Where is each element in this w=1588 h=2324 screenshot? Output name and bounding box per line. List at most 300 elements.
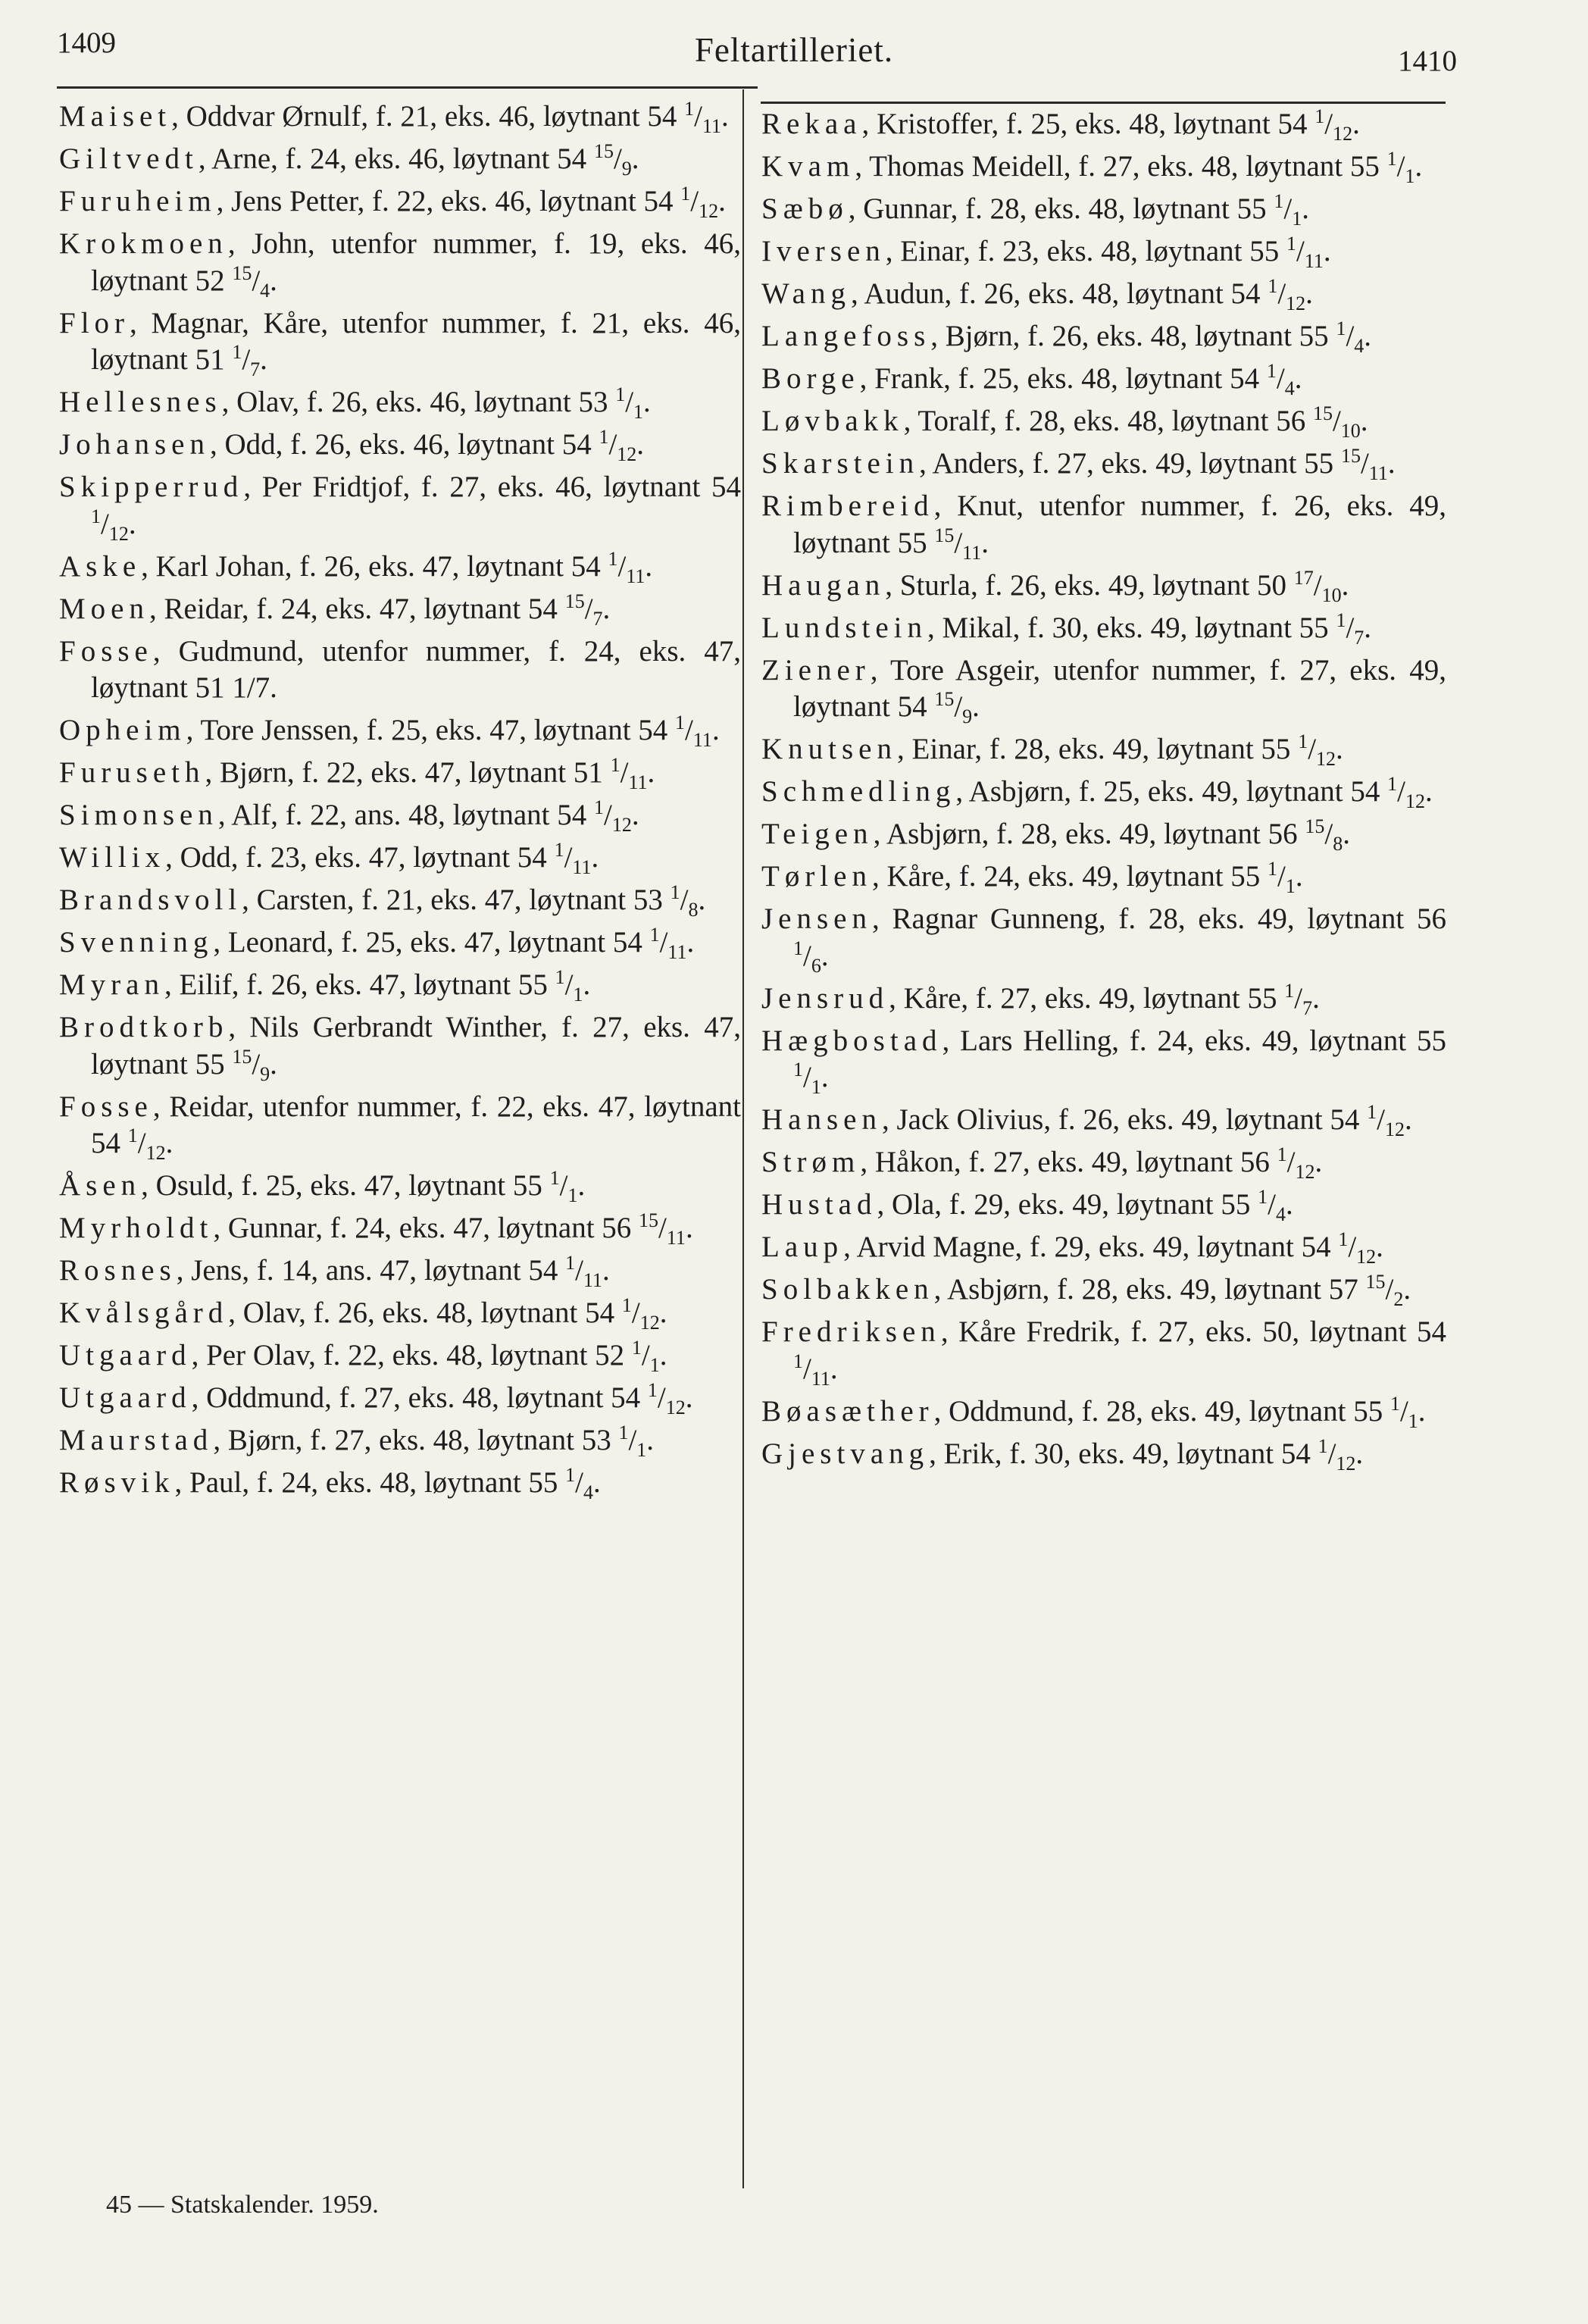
date-month: 1 (1405, 164, 1415, 187)
entry-surname: Furuheim (59, 185, 217, 217)
date-day: 1 (549, 1167, 560, 1189)
date-month: 12 (1286, 292, 1306, 314)
entry-end: . (721, 100, 729, 133)
entry-end: . (686, 926, 695, 959)
entry-surname: Hansen (761, 1103, 882, 1136)
entry-surname: Rekaa (761, 108, 862, 140)
date-month: 10 (1321, 583, 1342, 606)
date-month: 11 (572, 855, 592, 878)
date-day: 1 (670, 881, 680, 903)
entry-end: . (821, 1061, 829, 1093)
date-month: 9 (621, 157, 632, 180)
entry-surname: Iversen (761, 235, 886, 267)
entry-details: , Oddmund, f. 28, eks. 49, løytnant 55 (933, 1394, 1390, 1428)
entry-end: . (583, 968, 591, 1001)
date-month: 9 (260, 1062, 270, 1085)
date-day: 15 (1305, 815, 1325, 837)
entry-details: , Ragnar Gunneng, f. 28, eks. 49, løytnant 56 (871, 902, 1446, 935)
date-month: 11 (628, 771, 648, 793)
roster-entry: Schmedling, Asbjørn, f. 25, eks. 49, løytnant 54 $^1/_{12}$. (761, 773, 1433, 812)
roster-entry: Løvbakk, Toralf, f. 28, eks. 48, løytnant 56 $^{15}/_{10}$. (761, 402, 1368, 442)
date-month: 11 (1304, 249, 1324, 272)
page-number-left: 1409 (57, 27, 116, 59)
entry-surname: Myran (59, 968, 164, 1001)
header-rule-right (761, 102, 1446, 104)
entry-details: , Håkon, f. 27, eks. 49, løytnant 56 (860, 1146, 1277, 1178)
roster-entry: Hustad, Ola, f. 29, eks. 49, løytnant 55 $^1/_4$. (761, 1186, 1293, 1225)
date-day: 15 (1340, 445, 1361, 467)
roster-entry: Hægbostad, Lars Helling, f. 24, eks. 49, løytnant 55 $^1/_1$. (761, 1024, 1446, 1098)
entry-end: . (1295, 860, 1303, 893)
date-day: 1 (615, 383, 626, 405)
entry-end: . (591, 841, 599, 874)
roster-entry: Rekaa, Kristoffer, f. 25, eks. 48, løytnant 54 $^1/_{12}$. (761, 105, 1360, 145)
entry-details: , Eilif, f. 26, eks. 47, løytnant 55 (164, 968, 555, 1001)
entry-end: . (1285, 1188, 1293, 1221)
date-month: 1 (567, 1184, 578, 1206)
entry-surname: Rosnes (59, 1254, 177, 1287)
date-day: 1 (618, 1422, 629, 1444)
entry-end: . (636, 428, 645, 461)
entry-details: , Gudmund, utenfor nummer, f. 24, eks. 47, løytnant 51 1/7. (91, 634, 741, 704)
entry-details: , Bjørn, f. 22, eks. 47, løytnant 51 (205, 756, 611, 789)
entry-end: . (1424, 775, 1433, 808)
entry-details: , Knut, utenfor nummer, f. 26, eks. 49, løytnant 55 (793, 490, 1446, 559)
date-month: 12 (699, 199, 719, 222)
entry-surname: Furuseth (59, 756, 205, 789)
entry-end: . (631, 799, 639, 831)
date-month: 8 (688, 898, 699, 921)
header-rule-left (57, 86, 758, 89)
entry-end: . (602, 1254, 610, 1287)
date-day: 1 (1387, 773, 1398, 795)
date-month: 12 (1336, 1452, 1356, 1475)
entry-details: , Arvid Magne, f. 29, eks. 49, løytnant 54 (843, 1231, 1339, 1263)
roster-entry: Jensen, Ragnar Gunneng, f. 28, eks. 49, løytnant 56 $^1/_6$. (761, 902, 1446, 977)
roster-entry: Rimbereid, Knut, utenfor nummer, f. 26, eks. 49, løytnant 55 $^{15}/_{11}$. (761, 490, 1446, 564)
entry-end: . (718, 185, 726, 217)
roster-entry: Sæbø, Gunnar, f. 28, eks. 48, løytnant 55 $^1/_1$. (761, 190, 1309, 230)
entry-details: , Jens Petter, f. 22, eks. 46, løytnant 54 (216, 185, 681, 217)
entry-details: , Karl Johan, f. 26, eks. 47, løytnant 54 (141, 549, 608, 583)
roster-entry: Haugan, Sturla, f. 26, eks. 49, løytnant 50 $^{17}/_{10}$. (761, 566, 1349, 606)
entry-surname: Tørlen (761, 860, 872, 893)
roster-entry: Myran, Eilif, f. 26, eks. 47, løytnant 55 $^1/_1$. (59, 966, 591, 1006)
entry-surname: Maurstad (59, 1424, 214, 1456)
entry-details: , Kristoffer, f. 25, eks. 48, løytnant 54 (861, 108, 1315, 140)
entry-details: , Alf, f. 22, ans. 48, løytnant 54 (217, 799, 594, 831)
roster-entry: Giltvedt, Arne, f. 24, eks. 46, løytnant 54 $^{15}/_9$. (59, 140, 639, 180)
date-month: 1 (1292, 207, 1302, 230)
date-day: 1 (1268, 275, 1278, 297)
date-day: 15 (564, 590, 585, 612)
date-month: 1 (573, 983, 583, 1006)
entry-details: , Carsten, f. 21, eks. 47, løytnant 53 (242, 884, 671, 916)
roster-entry: Jensrud, Kåre, f. 27, eks. 49, løytnant 55 $^1/_7$. (761, 979, 1320, 1019)
entry-surname: Flor (59, 306, 130, 339)
date-month: 12 (639, 1311, 660, 1334)
date-day: 15 (1312, 402, 1333, 424)
date-day: 1 (631, 1337, 642, 1359)
entry-end: . (270, 264, 277, 297)
date-day: 1 (680, 183, 691, 205)
entry-end: . (1312, 981, 1320, 1015)
entry-end: . (1364, 320, 1372, 352)
date-day: 1 (793, 1059, 803, 1081)
running-head-title: Feltartilleriet. (694, 31, 894, 69)
date-month: 11 (962, 541, 982, 564)
entry-surname: Simonsen (59, 799, 218, 831)
entry-details: , Arne, f. 24, eks. 46, løytnant 54 (198, 142, 594, 175)
entry-surname: Utgaard (59, 1381, 192, 1414)
date-day: 1 (594, 796, 604, 818)
date-month: 1 (649, 1353, 660, 1376)
date-day: 1 (1286, 233, 1296, 255)
entry-details: , Asbjørn, f. 28, eks. 49, løytnant 57 (933, 1273, 1366, 1306)
date-month: 12 (1385, 1118, 1405, 1140)
entry-details: , Asbjørn, f. 25, eks. 49, løytnant 54 (955, 775, 1388, 808)
date-month: 11 (583, 1268, 603, 1291)
entry-surname: Brodtkorb (59, 1011, 229, 1043)
roster-entry: Utgaard, Per Olav, f. 22, eks. 48, løytnant 52 $^1/_1$. (59, 1337, 667, 1376)
entry-details: , Osuld, f. 25, eks. 47, løytnant 55 (141, 1169, 550, 1202)
roster-entry: Strøm, Håkon, f. 27, eks. 49, løytnant 56 $^1/_{12}$. (761, 1143, 1323, 1183)
entry-end: . (1364, 611, 1372, 644)
entry-details: , Erik, f. 30, eks. 49, løytnant 54 (929, 1437, 1318, 1470)
date-day: 1 (1390, 1392, 1400, 1415)
entry-end: . (645, 549, 653, 583)
date-day: 1 (793, 1350, 803, 1372)
entry-end: . (646, 1424, 655, 1456)
entry-end: . (602, 592, 611, 625)
date-month: 11 (692, 728, 712, 751)
entry-details: , John, utenfor nummer, f. 19, eks. 46, løytnant 52 (91, 227, 741, 297)
entry-details: , Frank, f. 25, eks. 48, løytnant 54 (859, 362, 1267, 395)
date-day: 1 (91, 505, 101, 527)
entry-surname: Kvålsgård (59, 1296, 229, 1329)
roster-entry (59, 633, 741, 707)
entry-details: , Asbjørn, f. 28, eks. 49, løytnant 56 (873, 818, 1305, 850)
entry-end: . (1352, 108, 1360, 140)
entry-details: , Paul, f. 24, eks. 48, løytnant 55 (174, 1466, 566, 1499)
entry-end: . (659, 1339, 667, 1372)
roster-entry: Fosse, Reidar, utenfor nummer, f. 22, eks. 47, løytnant 54 $^1/_{12}$. (59, 1090, 741, 1164)
date-month: 11 (667, 940, 687, 963)
entry-surname: Fosse (59, 634, 153, 668)
date-month: 12 (145, 1141, 166, 1164)
roster-entry: Kvam, Thomas Meidell, f. 27, eks. 48, løytnant 55 $^1/_1$. (761, 148, 1423, 187)
entry-surname: Skarstein (761, 447, 920, 480)
date-day: 1 (1268, 858, 1278, 880)
roster-entry: Simonsen, Alf, f. 22, ans. 48, løytnant 54 $^1/_{12}$. (59, 796, 639, 836)
roster-entry: Moen, Reidar, f. 24, eks. 47, løytnant 54 $^{15}/_7$. (59, 590, 611, 630)
entry-surname: Opheim (59, 714, 186, 746)
roster-entry: Svenning, Leonard, f. 25, eks. 47, løytnant 54 $^1/_{11}$. (59, 924, 695, 963)
roster-entry: Kvålsgård, Olav, f. 26, eks. 48, løytnant 54 $^1/_{12}$. (59, 1294, 667, 1334)
roster-entry: Laup, Arvid Magne, f. 29, eks. 49, løytnant 54 $^1/_{12}$. (761, 1228, 1383, 1268)
entry-surname: Åsen (59, 1169, 142, 1202)
roster-entry: Maiset, Oddvar Ørnulf, f. 21, eks. 46, løytnant 54 $^1/_{11}$. (59, 98, 729, 137)
entry-end: . (647, 756, 655, 789)
date-day: 15 (934, 524, 955, 546)
entry-surname: Strøm (761, 1146, 861, 1178)
entry-end: . (631, 142, 639, 175)
entry-end: . (981, 526, 989, 559)
roster-entry: Bøasæther, Oddmund, f. 28, eks. 49, løytnant 55 $^1/_1$. (761, 1392, 1426, 1432)
entry-surname: Myrholdt (59, 1212, 214, 1244)
roster-entry: Teigen, Asbjørn, f. 28, eks. 49, løytnant 56 $^{15}/_8$. (761, 815, 1350, 855)
date-day: 15 (232, 261, 252, 284)
roster-entry: Åsen, Osuld, f. 25, eks. 47, løytnant 55 $^1/_1$. (59, 1167, 586, 1206)
entry-end: . (1376, 1231, 1383, 1263)
entry-end: . (1418, 1394, 1426, 1428)
date-day: 1 (1266, 360, 1277, 382)
entry-details: , Odd, f. 26, eks. 46, løytnant 54 (209, 428, 599, 461)
date-day: 1 (647, 1379, 658, 1401)
entry-end: . (1302, 192, 1309, 225)
entry-surname: Hægbostad (761, 1024, 942, 1057)
date-day: 1 (1284, 979, 1295, 1002)
entry-surname: Krokmoen (59, 227, 228, 260)
entry-details: , Leonard, f. 25, eks. 47, løytnant 54 (213, 926, 650, 959)
entry-details: , Lars Helling, f. 24, eks. 49, løytnant 55 (942, 1024, 1446, 1057)
roster-entry: Aske, Karl Johan, f. 26, eks. 47, løytnant 54 $^1/_{11}$. (59, 547, 653, 587)
date-month: 11 (702, 114, 722, 137)
date-month: 11 (1368, 461, 1388, 484)
entry-details: , Anders, f. 27, eks. 49, løytnant 55 (919, 447, 1341, 480)
roster-entry: Fredriksen, Kåre Fredrik, f. 27, eks. 50, løytnant 54 $^1/_{11}$. (761, 1315, 1446, 1390)
entry-end: . (1405, 1103, 1412, 1136)
entry-end: . (1294, 362, 1302, 395)
roster-entry: Iversen, Einar, f. 23, eks. 48, løytnant 55 $^1/_{11}$. (761, 233, 1331, 272)
roster-entry: Myrholdt, Gunnar, f. 24, eks. 47, løytnant 56 $^{15}/_{11}$. (59, 1209, 693, 1249)
roster-entry: Hansen, Jack Olivius, f. 26, eks. 49, løytnant 54 $^1/_{12}$. (761, 1101, 1412, 1140)
roster-entry: Tørlen, Kåre, f. 24, eks. 49, løytnant 55 $^1/_1$. (761, 858, 1303, 897)
date-day: 1 (1318, 1434, 1328, 1457)
entry-details: , Per Fridtjof, f. 27, eks. 46, løytnant 54 (243, 471, 741, 503)
entry-end: . (1323, 235, 1331, 267)
date-day: 1 (1274, 190, 1284, 212)
entry-surname: Kvam (761, 150, 855, 183)
entry-details: , Bjørn, f. 27, eks. 48, løytnant 53 (213, 1424, 619, 1456)
entry-details: , Tore Asgeir, utenfor nummer, f. 27, eks. 49, løytnant 54 (793, 653, 1446, 723)
entry-surname: Skipperrud (59, 471, 244, 503)
entry-details: , Einar, f. 23, eks. 48, løytnant 55 (885, 235, 1286, 267)
date-month: 7 (250, 358, 261, 380)
entry-surname: Moen (59, 592, 149, 625)
entry-details: , Ola, f. 29, eks. 49, løytnant 55 (877, 1188, 1258, 1221)
entry-surname: Haugan (761, 568, 886, 602)
entry-details: , Reidar, utenfor nummer, f. 22, eks. 47, løytnant 54 (91, 1090, 741, 1159)
roster-entry: Furuheim, Jens Petter, f. 22, eks. 46, løytnant 54 $^1/_{12}$. (59, 183, 726, 222)
entry-end: . (659, 1296, 667, 1329)
entry-end: . (1355, 1437, 1364, 1470)
roster-entry: Flor, Magnar, Kåre, utenfor nummer, f. 21, eks. 46, løytnant 51 $^1/_7$. (59, 306, 741, 380)
entry-end: . (821, 939, 829, 972)
date-month: 12 (1356, 1245, 1377, 1268)
entry-surname: Schmedling (761, 775, 956, 808)
entry-details: , Magnar, Kåre, utenfor nummer, f. 21, eks. 46, løytnant 51 (91, 306, 741, 376)
date-month: 10 (1340, 419, 1361, 442)
date-day: 1 (1338, 1228, 1349, 1250)
roster-entry: Gjestvang, Erik, f. 30, eks. 49, løytnant 54 $^1/_{12}$. (761, 1434, 1364, 1475)
entry-end: . (128, 507, 136, 540)
roster-entry: Langefoss, Bjørn, f. 26, eks. 48, løytnant 55 $^1/_4$. (761, 317, 1372, 357)
date-month: 1 (1285, 874, 1296, 897)
date-day: 1 (232, 341, 242, 363)
roster-entry: Johansen, Odd, f. 26, eks. 46, løytnant 54 $^1/_{12}$. (59, 426, 645, 465)
roster-entry: Opheim, Tore Jenssen, f. 25, eks. 47, løytnant 54 $^1/_{11}$. (59, 712, 720, 751)
entry-details: , Olav, f. 26, eks. 48, løytnant 54 (228, 1296, 622, 1329)
entry-surname: Aske (59, 549, 142, 583)
entry-surname: Willix (59, 841, 166, 874)
date-day: 1 (599, 426, 609, 448)
entry-end: . (972, 690, 980, 723)
date-day: 15 (232, 1045, 252, 1068)
roster-entry: Knutsen, Einar, f. 28, eks. 49, løytnant 55 $^1/_{12}$. (761, 730, 1343, 770)
date-month: 4 (1284, 377, 1295, 399)
entry-surname: Rimbereid (761, 490, 934, 522)
date-month: 11 (666, 1226, 686, 1249)
date-month: 1 (636, 1438, 647, 1461)
date-month: 12 (1316, 747, 1336, 770)
date-day: 15 (934, 688, 955, 710)
date-day: 1 (554, 839, 564, 861)
roster-entry: Brandsvoll, Carsten, f. 21, eks. 47, løytnant 53 $^1/_8$. (59, 881, 706, 921)
date-month: 12 (108, 522, 129, 545)
entry-end: . (165, 1127, 173, 1159)
entry-details: , Jens, f. 14, ans. 47, løytnant 54 (176, 1254, 566, 1287)
entry-surname: Gjestvang (761, 1437, 930, 1470)
entry-details: , Kåre Fredrik, f. 27, eks. 50, løytnant 54 (940, 1315, 1446, 1348)
roster-entry: Røsvik, Paul, f. 24, eks. 48, løytnant 55 $^1/_4$. (59, 1464, 601, 1503)
entry-surname: Giltvedt (59, 142, 198, 175)
date-month: 11 (626, 565, 646, 587)
entry-end: . (1336, 733, 1343, 765)
roster-entry: Wang, Audun, f. 26, eks. 48, løytnant 54 $^1/_{12}$. (761, 275, 1313, 314)
entry-end: . (1360, 405, 1368, 437)
entry-surname: Bøasæther (761, 1394, 934, 1428)
entry-surname: Fosse (59, 1090, 153, 1123)
roster-entry: Ziener, Tore Asgeir, utenfor nummer, f. 27, eks. 49, løytnant 54 $^{15}/_9$. (761, 653, 1446, 727)
roster-entry: Skipperrud, Per Fridtjof, f. 27, eks. 46, løytnant 54 $^1/_{12}$. (59, 471, 741, 545)
entry-end: . (1341, 568, 1349, 602)
entry-details: , Thomas Meidell, f. 27, eks. 48, løytnant 55 (855, 150, 1387, 183)
page-number-right: 1410 (1398, 45, 1457, 77)
entry-surname: Jensrud (761, 981, 889, 1015)
date-month: 8 (1333, 832, 1343, 855)
entry-details: , Gunnar, f. 24, eks. 47, løytnant 56 (213, 1212, 639, 1244)
roster-entry: Rosnes, Jens, f. 14, ans. 47, løytnant 54 $^1/_{11}$. (59, 1252, 610, 1291)
entry-end: . (577, 1169, 586, 1202)
entry-surname: Løvbakk (761, 405, 904, 437)
entry-details: , Oddmund, f. 27, eks. 48, løytnant 54 (191, 1381, 648, 1414)
entry-surname: Ziener (761, 653, 871, 687)
entry-details: , Kåre, f. 24, eks. 49, løytnant 55 (871, 860, 1268, 893)
entry-details: , Toralf, f. 28, eks. 48, løytnant 56 (903, 405, 1313, 437)
entry-details: , Olav, f. 26, eks. 46, løytnant 53 (221, 386, 616, 418)
entry-end: . (1305, 277, 1313, 310)
entry-end: . (270, 1047, 277, 1081)
entry-surname: Borge (761, 362, 860, 395)
entry-details: , Einar, f. 28, eks. 49, løytnant 55 (897, 733, 1299, 765)
entry-end: . (1314, 1146, 1323, 1178)
entry-end: . (685, 1212, 693, 1244)
date-month: 12 (1333, 122, 1353, 145)
entry-details: , Kåre, f. 27, eks. 49, løytnant 55 (889, 981, 1285, 1015)
entry-details: , Oddvar Ørnulf, f. 21, eks. 46, løytnant 54 (171, 100, 685, 133)
entry-surname: Hustad (761, 1188, 877, 1221)
roster-entry: Borge, Frank, f. 25, eks. 48, løytnant 54 $^1/_4$. (761, 360, 1302, 399)
entry-end: . (685, 1381, 693, 1414)
entry-surname: Langefoss (761, 320, 931, 352)
date-month: 4 (583, 1481, 594, 1503)
date-month: 12 (617, 443, 637, 465)
entry-surname: Brandsvoll (59, 884, 242, 916)
roster-entry: Furuseth, Bjørn, f. 22, eks. 47, løytnant 51 $^1/_{11}$. (59, 754, 655, 793)
date-month: 2 (1393, 1287, 1404, 1310)
date-month: 12 (1405, 790, 1425, 812)
date-day: 1 (793, 937, 803, 959)
date-day: 15 (593, 140, 614, 162)
entry-details: , Jack Olivius, f. 26, eks. 49, løytnant 54 (881, 1103, 1368, 1136)
entry-surname: Røsvik (59, 1466, 175, 1499)
date-month: 4 (260, 279, 270, 302)
entry-surname: Utgaard (59, 1339, 192, 1372)
date-month: 6 (811, 954, 821, 977)
entry-surname: Knutsen (761, 733, 897, 765)
date-month: 1 (811, 1075, 821, 1098)
date-month: 7 (1302, 996, 1313, 1019)
entry-details: , Per Olav, f. 22, eks. 48, løytnant 52 (191, 1339, 632, 1372)
entry-end: . (1387, 447, 1396, 480)
entry-surname: Teigen (761, 818, 874, 850)
date-day: 1 (127, 1124, 138, 1146)
left-column (59, 99, 741, 1507)
date-day: 1 (1386, 148, 1397, 170)
date-month: 4 (1275, 1203, 1286, 1225)
entry-surname: Svenning (59, 926, 214, 959)
date-month: 1 (633, 400, 644, 423)
entry-end: . (698, 884, 706, 916)
entry-surname: Johansen (59, 428, 210, 461)
entry-details: , Odd, f. 23, eks. 47, løytnant 54 (165, 841, 555, 874)
entry-details: , Bjørn, f. 26, eks. 48, løytnant 55 (930, 320, 1336, 352)
entry-end: . (1343, 818, 1350, 850)
date-day: 1 (1277, 1143, 1287, 1165)
date-month: 7 (1354, 626, 1364, 649)
date-month: 11 (811, 1367, 830, 1390)
roster-entry: Skarstein, Anders, f. 27, eks. 49, løytnant 55 $^{15}/_{11}$. (761, 445, 1396, 484)
date-day: 17 (1293, 566, 1314, 589)
date-day: 1 (684, 98, 695, 120)
roster-entry: Maurstad, Bjørn, f. 27, eks. 48, løytnant 53 $^1/_1$. (59, 1422, 655, 1461)
date-day: 1 (1258, 1186, 1268, 1208)
roster-entry: Solbakken, Asbjørn, f. 28, eks. 49, løytnant 57 $^{15}/_2$. (761, 1271, 1411, 1310)
date-day: 1 (608, 547, 618, 570)
date-day: 1 (675, 712, 686, 733)
date-month: 12 (665, 1396, 686, 1418)
date-day: 1 (610, 754, 621, 776)
date-day: 1 (1314, 105, 1325, 127)
entry-surname: Jensen (761, 902, 872, 935)
date-month: 7 (592, 607, 603, 630)
date-month: 4 (1354, 334, 1364, 357)
entry-surname: Hellesnes (59, 386, 222, 418)
entry-end: . (711, 714, 720, 746)
date-month: 9 (962, 705, 973, 727)
date-day: 1 (621, 1294, 632, 1316)
